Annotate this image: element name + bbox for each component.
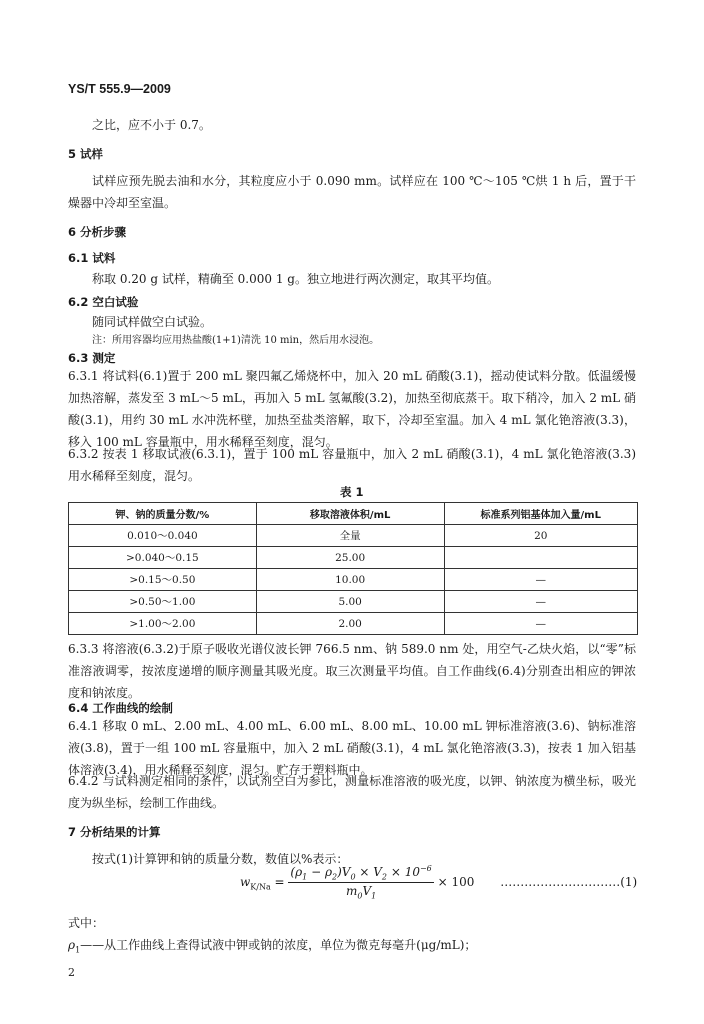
table-cell: >0.50～1.00 [69, 591, 257, 613]
table-row [69, 547, 638, 569]
table-header-row [69, 503, 638, 525]
formula-number: …………………………(1) [500, 874, 638, 889]
section-6-1-para: 称取 0.20 g 试样，精确至 0.000 1 g。独立地进行两次测定，取其平均值。 [92, 272, 499, 286]
table-1 [68, 502, 638, 635]
table-row [69, 525, 638, 547]
formula-denominator: $m_0V_1$ [345, 884, 377, 901]
table-cell: >1.00～2.00 [69, 613, 257, 635]
table-cell: 0.010～0.040 [69, 525, 257, 547]
section-6-4-title: 6.4 工作曲线的绘制 [68, 701, 173, 715]
where-label: 式中： [68, 916, 105, 930]
rho1-definition: $\rho_1——$从工作曲线上查得试液中钾或钠的浓度，单位为微克每毫升(μg/mL)； [68, 938, 477, 955]
section-6-2-title: 6.2 空白试验 [68, 295, 139, 309]
formula-numerator: $(\rho_1 - \rho_2)V_0 \times V_2 \times 10^{-6}$ [290, 864, 432, 882]
formula-lhs: w [240, 874, 251, 889]
table-row [69, 613, 638, 635]
table-cell [444, 547, 637, 569]
table-cell: 20 [444, 525, 637, 547]
section-5-title: 5 试样 [68, 147, 104, 161]
table-cell: 全量 [256, 525, 444, 547]
table-cell: 25.00 [256, 547, 444, 569]
table-cell: — [444, 591, 637, 613]
table-cell: 2.00 [256, 613, 444, 635]
formula-fraction [288, 864, 433, 901]
section-6-2-note: 注：所用容器均应用热盐酸(1+1)清洗 10 min，然后用水浸泡。 [92, 335, 380, 346]
standard-code: YS/T 555.9—2009 [68, 82, 171, 96]
formula-equals: = [270, 874, 289, 889]
section-6-4-1-para: 6.4.1 移取 0 mL、2.00 mL、4.00 mL、6.00 mL、8.00 mL、10.00 mL 钾标准溶液(3.6)、钠标准溶液(3.8)，置于一组 100 mL 容量瓶中，加入 2 mL 硝酸(3.1)，4 mL 氯化铯溶液(3.3)，按表 1 加入铝基体溶液(3.4)，用水稀释至刻度，混匀。贮存于塑料瓶中。 [68, 719, 636, 777]
table-cell: >0.040～0.15 [69, 547, 257, 569]
section-7-title: 7 分析结果的计算 [68, 825, 161, 839]
section-6-title: 6 分析步骤 [68, 225, 127, 239]
formula-lhs-sub: K/Na [250, 882, 271, 892]
table-cell: 5.00 [256, 591, 444, 613]
formula-1 [240, 864, 640, 908]
table-row [69, 591, 638, 613]
section-6-3-3-para: 6.3.3 将溶液(6.3.2)于原子吸收光谱仪波长钾 766.5 nm、钠 589.0 nm 处，用空气-乙炔火焰，以“零”标准溶液调零，按浓度递增的顺序测量其吸光度。取三次测量平均值。自工作曲线(6.4)分别查出相应的钾浓度和钠浓度。 [68, 642, 636, 700]
section-6-4-2-para: 6.4.2 与试料测定相同的条件，以试剂空白为参比，测量标准溶液的吸光度，以钾、钠浓度为横坐标，吸光度为纵坐标，绘制工作曲线。 [68, 774, 636, 810]
section-7-para: 按式(1)计算钾和钠的质量分数，数值以%表示： [92, 852, 349, 866]
section-6-3-title: 6.3 测定 [68, 351, 116, 365]
section-6-2-para: 随同试样做空白试验。 [92, 315, 213, 329]
section-6-3-1-para: 6.3.1 将试料(6.1)置于 200 mL 聚四氟乙烯烧杯中，加入 20 mL 硝酸(3.1)，摇动使试料分散。低温缓慢加热溶解，蒸发至 3 mL～5 mL，再加入 5 mL 氢氟酸(3.2)，加热至彻底蒸干。取下稍冷，加入 2 mL 硝酸(3.1)，用约 30 mL 水冲洗杯壁，加热至盐类溶解，取下，冷却至室温。加入 4 mL 氯化铯溶液(3.3)，移入 100 mL 容量瓶中，用水稀释至刻度，混匀。 [68, 369, 636, 449]
section-5-para: 试样应预先脱去油和水分，其粒度应小于 0.090 mm。试样应在 100 ℃～105 ℃烘 1 h 后，置于干燥器中冷却至室温。 [68, 174, 636, 210]
table-header-cell: 钾、钠的质量分数/% [69, 503, 257, 525]
table-cell: — [444, 613, 637, 635]
table-header-cell: 移取溶液体积/mL [256, 503, 444, 525]
table-cell: 10.00 [256, 569, 444, 591]
table-cell: — [444, 569, 637, 591]
intro-line: 之比，应不小于 0.7。 [92, 118, 211, 132]
table-caption: 表 1 [340, 485, 364, 499]
page-number: 2 [68, 966, 75, 979]
formula-tail: × 100 [433, 874, 475, 889]
section-6-3-2-para: 6.3.2 按表 1 移取试液(6.3.1)，置于 100 mL 容量瓶中，加入 2 mL 硝酸(3.1)，4 mL 氯化铯溶液(3.3)用水稀释至刻度，混匀。 [68, 447, 636, 483]
section-6-1-title: 6.1 试料 [68, 251, 116, 265]
table-cell: >0.15～0.50 [69, 569, 257, 591]
table-row [69, 569, 638, 591]
table-header-cell: 标准系列铝基体加入量/mL [444, 503, 637, 525]
